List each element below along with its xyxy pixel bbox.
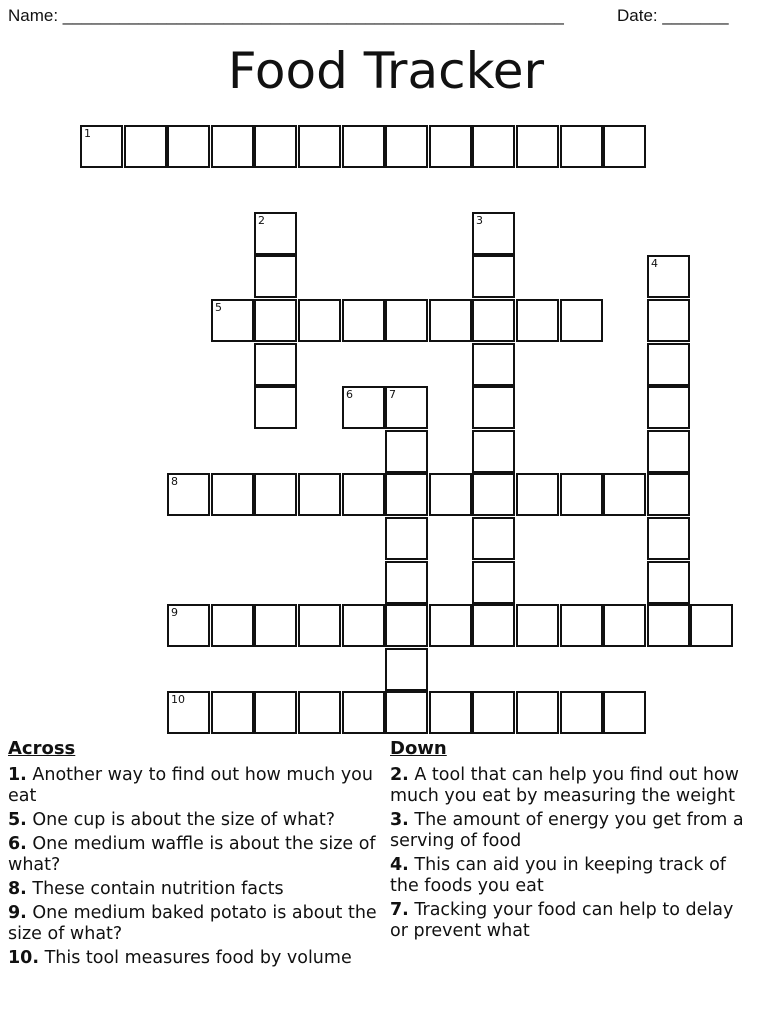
grid-cell[interactable] — [124, 125, 167, 168]
name-field-label[interactable]: Name: _____________________________________________________ — [8, 6, 564, 25]
grid-cell[interactable] — [647, 255, 690, 298]
grid-cell[interactable] — [211, 604, 254, 647]
grid-cell[interactable] — [298, 604, 341, 647]
grid-cell[interactable] — [254, 125, 297, 168]
grid-cell[interactable] — [385, 386, 428, 429]
down-heading: Down — [390, 738, 447, 759]
grid-cell[interactable] — [385, 561, 428, 604]
grid-cell[interactable] — [690, 604, 733, 647]
grid-cell[interactable] — [647, 299, 690, 342]
grid-cell[interactable] — [472, 561, 515, 604]
grid-cell[interactable] — [342, 386, 385, 429]
grid-cell[interactable] — [342, 604, 385, 647]
grid-cell[interactable] — [429, 691, 472, 734]
grid-cell[interactable] — [647, 517, 690, 560]
clue-number: 9 — [171, 606, 178, 619]
across-clue-8: 8. These contain nutrition facts — [8, 879, 284, 899]
clue-number: 1 — [84, 127, 91, 140]
grid-cell[interactable] — [560, 125, 603, 168]
date-field-label[interactable]: Date: _______ — [617, 6, 729, 25]
grid-cell[interactable] — [560, 473, 603, 516]
grid-cell[interactable] — [516, 299, 559, 342]
grid-cell[interactable] — [167, 125, 210, 168]
down-clues — [390, 738, 750, 945]
grid-cell[interactable] — [385, 517, 428, 560]
grid-cell[interactable] — [472, 430, 515, 473]
grid-cell[interactable] — [254, 604, 297, 647]
grid-cell[interactable] — [560, 604, 603, 647]
clue-number: 2 — [258, 214, 265, 227]
grid-cell[interactable] — [472, 386, 515, 429]
down-clue-2: 2. A tool that can help you find out how much you eat by measuring the weight — [390, 765, 739, 806]
across-heading: Across — [8, 738, 76, 759]
grid-cell[interactable] — [342, 691, 385, 734]
grid-cell[interactable] — [516, 125, 559, 168]
grid-cell[interactable] — [254, 691, 297, 734]
grid-cell[interactable] — [254, 299, 297, 342]
grid-cell[interactable] — [167, 691, 210, 734]
grid-cell[interactable] — [342, 473, 385, 516]
grid-cell[interactable] — [560, 691, 603, 734]
grid-cell[interactable] — [472, 343, 515, 386]
grid-cell[interactable] — [472, 125, 515, 168]
grid-cell[interactable] — [429, 299, 472, 342]
grid-cell[interactable] — [472, 691, 515, 734]
grid-cell[interactable] — [516, 473, 559, 516]
grid-cell[interactable] — [298, 299, 341, 342]
grid-cell[interactable] — [603, 604, 646, 647]
page-title: Food Tracker — [227, 42, 545, 100]
grid-cell[interactable] — [429, 125, 472, 168]
grid-cell[interactable] — [254, 473, 297, 516]
grid-cell[interactable] — [385, 604, 428, 647]
grid-cell[interactable] — [254, 212, 297, 255]
clue-number: 5 — [215, 301, 222, 314]
across-clue-1: 1. Another way to find out how much you eat — [8, 765, 373, 806]
grid-cell[interactable] — [647, 343, 690, 386]
grid-cell[interactable] — [342, 299, 385, 342]
across-clue-6: 6. One medium waffle is about the size of what? — [8, 834, 376, 875]
grid-cell[interactable] — [472, 299, 515, 342]
grid-cell[interactable] — [603, 691, 646, 734]
grid-cell[interactable] — [516, 604, 559, 647]
grid-cell[interactable] — [211, 691, 254, 734]
grid-cell[interactable] — [560, 299, 603, 342]
grid-cell[interactable] — [385, 648, 428, 691]
grid-cell[interactable] — [342, 125, 385, 168]
grid-cell[interactable] — [472, 604, 515, 647]
grid-cell[interactable] — [298, 691, 341, 734]
grid-cell[interactable] — [211, 125, 254, 168]
grid-cell[interactable] — [385, 473, 428, 516]
down-clue-7: 7. Tracking your food can help to delay or prevent what — [390, 900, 734, 941]
grid-cell[interactable] — [472, 517, 515, 560]
grid-cell[interactable] — [385, 299, 428, 342]
grid-cell[interactable] — [298, 125, 341, 168]
grid-cell[interactable] — [647, 473, 690, 516]
across-clue-10: 10. This tool measures food by volume — [8, 948, 352, 968]
grid-cell[interactable] — [211, 299, 254, 342]
grid-cell[interactable] — [385, 691, 428, 734]
grid-cell[interactable] — [167, 604, 210, 647]
clue-number: 3 — [476, 214, 483, 227]
grid-cell[interactable] — [472, 473, 515, 516]
grid-cell[interactable] — [647, 561, 690, 604]
grid-cell[interactable] — [80, 125, 123, 168]
grid-cell[interactable] — [167, 473, 210, 516]
grid-cell[interactable] — [254, 343, 297, 386]
across-clue-5: 5. One cup is about the size of what? — [8, 810, 336, 830]
grid-cell[interactable] — [254, 255, 297, 298]
clue-number: 8 — [171, 475, 178, 488]
grid-cell[interactable] — [647, 386, 690, 429]
clue-number: 6 — [346, 388, 353, 401]
grid-cell[interactable] — [603, 473, 646, 516]
grid-cell[interactable] — [516, 691, 559, 734]
grid-cell[interactable] — [385, 430, 428, 473]
grid-cell[interactable] — [647, 604, 690, 647]
grid-cell[interactable] — [603, 125, 646, 168]
clue-number: 10 — [171, 693, 185, 706]
grid-cell[interactable] — [254, 386, 297, 429]
down-clue-4: 4. This can aid you in keeping track of the foods you eat — [390, 855, 726, 896]
grid-cell[interactable] — [472, 255, 515, 298]
grid-cell[interactable] — [298, 473, 341, 516]
across-clues — [8, 738, 378, 972]
across-clue-9: 9. One medium baked potato is about the size of what? — [8, 903, 377, 944]
grid-cell[interactable] — [211, 473, 254, 516]
grid-cell[interactable] — [385, 125, 428, 168]
clue-number: 7 — [389, 388, 396, 401]
clue-number: 4 — [651, 257, 658, 270]
grid-cell[interactable] — [429, 604, 472, 647]
grid-cell[interactable] — [472, 212, 515, 255]
down-clue-3: 3. The amount of energy you get from a serving of food — [390, 810, 744, 851]
grid-cell[interactable] — [429, 473, 472, 516]
grid-cell[interactable] — [647, 430, 690, 473]
